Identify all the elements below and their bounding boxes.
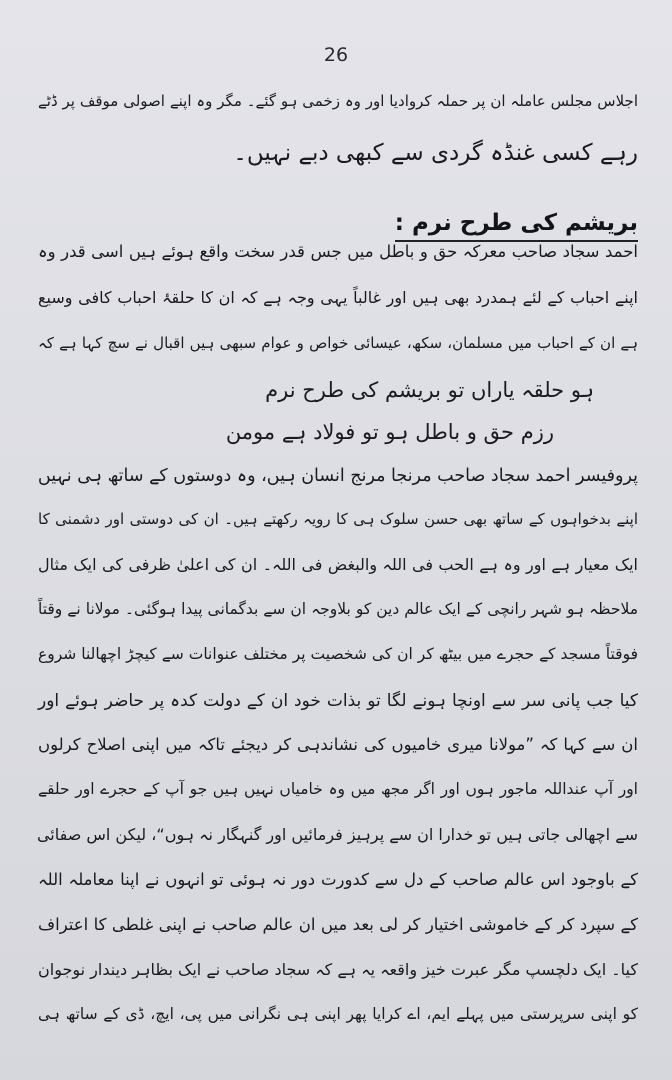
paragraph-3-line-5: فوقتاً مسجد کے حجرے میں بیٹھ کر ان کی شخصیت پر مختلف عنوانات سے کیچڑ اچھالنا شروع <box>38 645 638 663</box>
paragraph-3-line-3: ایک معیار ہے اور وہ ہے الحب فی اللہ والبغض فی اللہ۔ ان کی اعلیٰ ظرفی کی ایک مثال <box>38 555 638 574</box>
paragraph-3-line-6: کیا جب پانی سر سے اونچا ہونے لگا تو بذات خود ان کے دولت کدہ پر حاضر ہوئے اور <box>38 691 638 711</box>
paragraph-1-line-2: رہے کسی غنڈہ گردی سے کبھی دبے نہیں۔ <box>233 140 638 166</box>
paragraph-3-line-10: کے باوجود اس عالم صاحب کے دل سے کدورت دور نہ ہوئی تو انہوں نے اپنا معاملہ اللہ <box>38 870 638 889</box>
section-heading: بریشم کی طرح نرم : <box>395 210 638 242</box>
paragraph-3-line-13: کو اپنی سرپرستی میں پہلے ایم، اے کرایا پھر اپنی ہی نگرانی میں پی، ایچ، ڈی کے ساتھ ہی <box>38 1005 638 1023</box>
paragraph-3-line-7: ان سے کہا کہ ”مولانا میری خامیوں کی نشاندہی کر دیجئے تاکہ میں اپنی اصلاح کرلوں <box>38 735 638 754</box>
paragraph-3-line-2: اپنے بدخواہوں کے ساتھ بھی حسن سلوک ہی کا رویہ رکھتے ہیں۔ ان کی دوستی اور دشمنی کا <box>38 510 638 528</box>
paragraph-2-line-1: احمد سجاد صاحب معرکہ حق و باطل میں جس قدر سخت واقع ہوئے ہیں اسی قدر وہ <box>38 242 638 261</box>
paragraph-2-line-3: ہے ان کے احباب میں مسلمان، سکھ، عیسائی خواص و عوام سبھی ہیں اقبال نے سچ کہا ہے کہ <box>38 334 638 352</box>
paragraph-1-line-1: اجلاس مجلس عاملہ ان پر حملہ کروادیا اور وہ زخمی ہو گئے۔ مگر وہ اپنے اصولی موقف پر ڈٹے <box>38 92 638 110</box>
paragraph-3-line-8: اور آپ عنداللہ ماجور ہوں اور اگر مجھ میں وہ خامیاں نہیں ہیں جو آپ کے حجرے اور حلقے <box>38 780 638 798</box>
paragraph-3-line-11: کے سپرد کر کے خاموشی اختیار کر لی بعد میں ان عالم صاحب نے اپنی غلطی کا اعتراف <box>38 915 638 934</box>
paragraph-3-line-1: پروفیسر احمد سجاد صاحب مرنجا مرنج انسان ہیں، وہ دوستوں کے ساتھ ہی نہیں <box>37 466 638 486</box>
verse-line-1: ہو حلقہ یاراں تو بریشم کی طرح نرم <box>265 378 594 402</box>
paragraph-2-line-2: اپنے احباب کے لئے ہمدرد بھی ہیں اور غالباً یہی وجہ ہے کہ ان کا حلقۂ احباب کافی وسیع <box>38 288 638 307</box>
page-number: 26 <box>323 44 349 66</box>
paragraph-3-line-12: کیا۔ ایک دلچسپ مگر عبرت خیز واقعہ یہ ہے کہ سجاد صاحب نے ایک بظاہر دیندار نوجوان <box>38 960 638 979</box>
paragraph-3-line-4: ملاحظہ ہو شہر رانچی کے ایک عالم دین کو بلاوجہ ان سے بدگمانی پیدا ہوگئی۔ مولانا نے وقتاً <box>38 600 638 618</box>
verse-line-2: رزم حق و باطل ہو تو فولاد ہے مومن <box>225 420 554 444</box>
paragraph-3-line-9: سے اچھالی جاتی ہیں تو خدارا ان سے پرہیز فرمائیں اور گنہگار نہ ہوں“، لیکن اس صفائی <box>36 825 638 844</box>
